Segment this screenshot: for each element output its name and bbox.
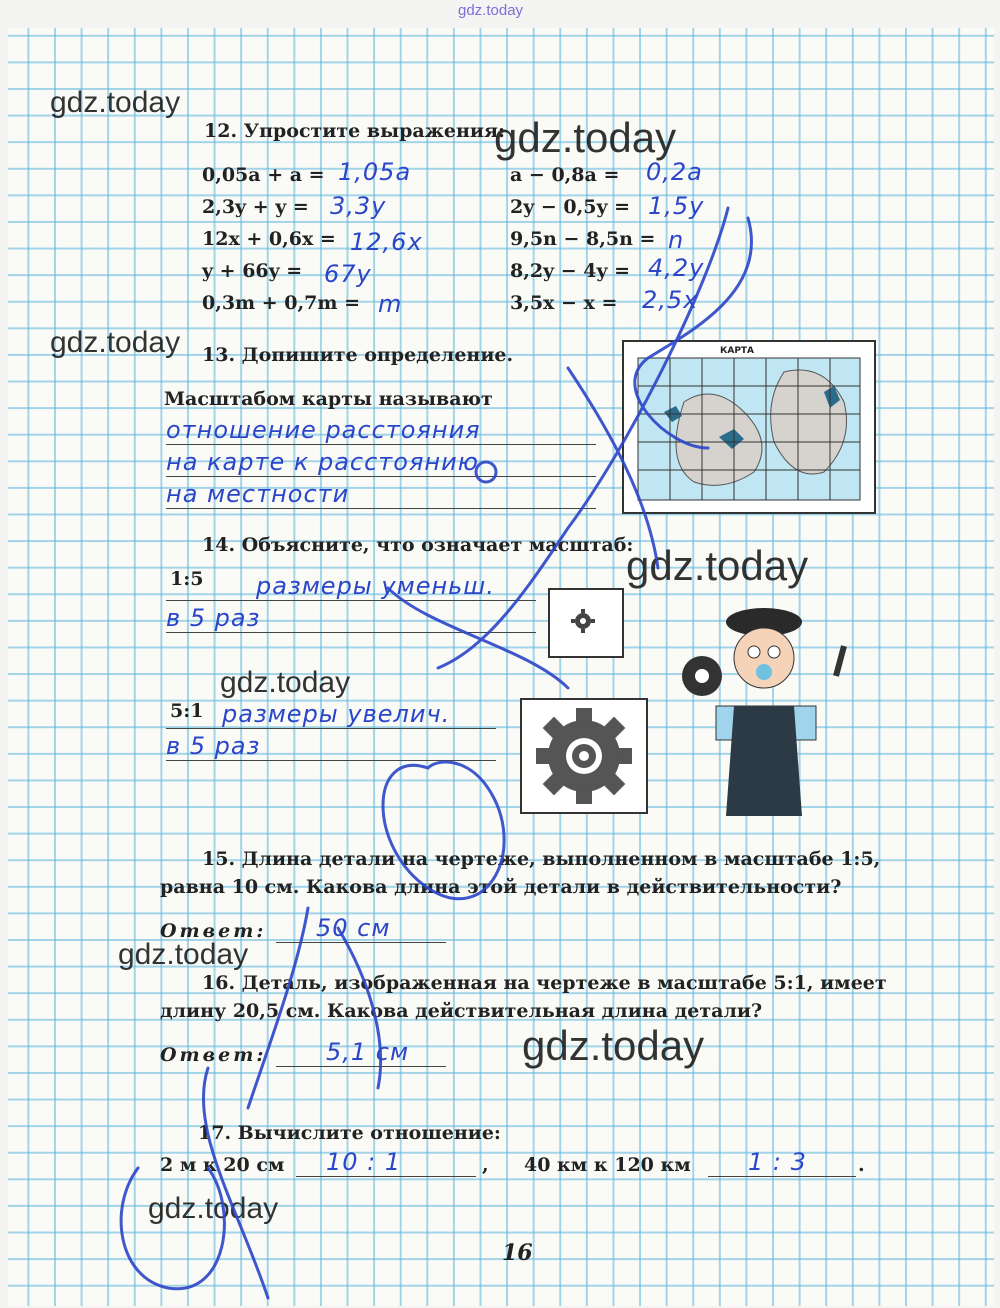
- watermark: gdz.today: [220, 666, 351, 699]
- task12-answer: 1,05a: [338, 158, 412, 186]
- task13-answer-line: на местности: [166, 480, 596, 509]
- task12-answer: 2,5x: [642, 286, 699, 314]
- watermark: gdz.today: [118, 938, 249, 971]
- task12-expr: 8,2y − 4y =: [510, 260, 631, 282]
- task12-answer: 0,2a: [646, 158, 703, 186]
- gear-icon: [550, 590, 622, 656]
- task14-answer-line: в 5 раз: [166, 732, 496, 761]
- task14-answer-line: размеры уменьш.: [166, 572, 536, 601]
- task12-expr: y + 66y =: [202, 260, 303, 282]
- task16-answer-label: Ответ:: [160, 1044, 267, 1066]
- task13-title: 13. Допишите определение.: [202, 344, 514, 366]
- gear-large-box: [520, 698, 648, 814]
- task16-text: длину 20,5 см. Какова действительная длина детали?: [160, 1000, 763, 1022]
- gear-small-box: [548, 588, 624, 658]
- task12-title: 12. Упростите выражения:: [204, 120, 506, 142]
- task14-answer-line: в 5 раз: [166, 604, 536, 633]
- task12-answer: 3,3y: [330, 192, 387, 220]
- task16-answer: 5,1 см: [276, 1038, 446, 1067]
- map-illustration: [622, 340, 876, 514]
- task17-separator: ,: [482, 1154, 489, 1176]
- task13-answer-line: на карте к расстоянию: [166, 448, 596, 477]
- watermark: gdz.today: [522, 1022, 705, 1069]
- watermark: gdz.today: [494, 114, 677, 161]
- task15-text: равна 10 см. Какова длина этой детали в действительности?: [160, 876, 842, 898]
- watermark: gdz.today: [50, 326, 181, 359]
- task14-scale: 5:1: [170, 700, 204, 722]
- task15-answer: 50 см: [276, 914, 446, 943]
- task12-answer: 1,5y: [648, 192, 705, 220]
- task15-answer-label: Ответ:: [160, 920, 267, 942]
- task13-answer-line: отношение расстояния: [166, 416, 596, 445]
- task17-answer: 10 : 1: [296, 1148, 476, 1177]
- task12-answer: 67y: [324, 260, 372, 288]
- task12-expr: 2,3y + y =: [202, 196, 309, 218]
- task17-title: 17. Вычислите отношение:: [198, 1122, 501, 1144]
- task12-expr: a − 0,8a =: [510, 164, 620, 186]
- page-number: 16: [502, 1240, 533, 1266]
- task17-end: .: [858, 1154, 865, 1176]
- task12-expr: 0,05a + a =: [202, 164, 325, 186]
- task12-expr: 12x + 0,6x =: [202, 228, 336, 250]
- task12-expr: 3,5x − x =: [510, 292, 618, 314]
- watermark: gdz.today: [148, 1192, 279, 1225]
- watermark-top: gdz.today: [458, 2, 524, 19]
- gear-icon: [522, 700, 646, 812]
- task17-answer: 1 : 3: [708, 1148, 856, 1177]
- task14-title: 14. Объясните, что означает масштаб:: [202, 534, 634, 556]
- task16-text: 16. Деталь, изображенная на чертеже в масштабе 5:1, имеет: [202, 972, 887, 994]
- watermark: gdz.today: [50, 86, 181, 119]
- task14-answer-line: размеры увелич.: [166, 700, 496, 729]
- watermark: gdz.today: [626, 542, 809, 589]
- task12-answer: m: [378, 290, 403, 318]
- task13-prompt: Масштабом карты называют: [164, 388, 493, 410]
- cartoon-character-illustration: [674, 596, 864, 816]
- task14-scale: 1:5: [170, 568, 204, 590]
- task17-question: 2 м к 20 см: [160, 1154, 285, 1176]
- task12-answer: n: [668, 226, 685, 254]
- task12-answer: 4,2y: [648, 254, 705, 282]
- task17-question: 40 км к 120 км: [524, 1154, 691, 1176]
- map-title: КАРТА: [720, 346, 755, 356]
- task12-answer: 12,6x: [350, 228, 423, 256]
- task12-expr: 2y − 0,5y =: [510, 196, 631, 218]
- task12-expr: 0,3m + 0,7m =: [202, 292, 361, 314]
- map-graphic: [624, 342, 874, 512]
- task12-expr: 9,5n − 8,5n =: [510, 228, 656, 250]
- task15-text: 15. Длина детали на чертеже, выполненном в масштабе 1:5,: [202, 848, 881, 870]
- workbook-page: [8, 28, 994, 1306]
